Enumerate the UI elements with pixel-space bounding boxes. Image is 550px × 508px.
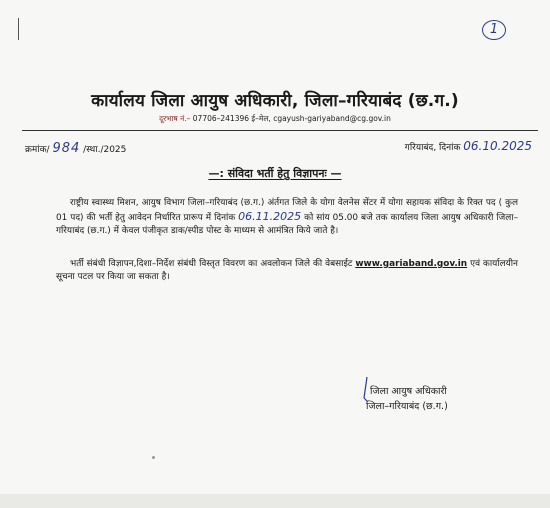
kramank-suffix: /स्था./2025 [83,145,127,155]
place-date-label: गरियाबंद, दिनांक [404,143,461,153]
phone-label: दूरभाष नं.– [159,114,191,123]
header-divider [22,130,538,131]
margin-mark [18,18,19,40]
contact-line [0,114,550,124]
p2-text-a: भर्ती संबंधी विज्ञापन,दिशा–निर्देश संबंधी विस्तृत विवरण का अवलोकन जिले की वेबसाईट [70,259,353,269]
email-label: ई–मेल, [251,114,271,123]
p1-text-a: राष्ट्रीय स्वास्थ्य मिशन, आयुष विभाग जिला–गरियाबंद (छ.ग.) अंर्तगत जिले के योगा वेलनेस सेंटर में योगा सहायक संविदा के रिक्त पद ( कुल 01 पद) की भर्ती हेतु आवेदन निर्धारित प्रारूप में दिनांक [56,198,518,223]
last-date: 06.11.2025 [238,210,302,223]
office-title: कार्यालय जिला आयुष अधिकारी, जिला–गरियाबंद (छ.ग.) [91,91,459,111]
subject-text: —: संविदा भर्ती हेतु विज्ञापनः — [208,167,342,180]
issue-date: 06.10.2025 [463,139,532,153]
signatory-title: जिला आयुष अधिकारी [370,386,447,397]
p1-text-b: को सांय 05.00 बजे तक कार्यालय जिला आयुष अधिकारी जिला–गरियाबंद (छ.ग.) में केवल पंजीकृत डाक/स्पीड पोस्ट के माध्यम से आमंत्रित किये जाते है। [56,213,519,236]
signatory-block [366,384,448,414]
place-date [405,139,532,153]
email-address: cgayush-gariyaband@cg.gov.in [273,114,391,123]
kramank-number: 984 [52,141,81,156]
kramank-label: क्रमांक/ [25,145,50,155]
phone-number: 07706–241396 [192,114,250,123]
website-link[interactable]: www.gariaband.gov.in [355,259,468,269]
paragraph-1 [56,197,518,238]
reference-number [25,141,126,156]
page-number: 1 [482,20,506,40]
speck [152,456,155,459]
signatory-district: जिला–गरियाबंद (छ.ग.) [366,401,448,412]
subject-heading [0,166,550,181]
paragraph-2 [56,258,518,284]
p2-text-b: एवं कार्यालयीन सूचना पटल पर किया जा सकता है। [56,259,518,282]
page-bottom-edge [0,494,550,508]
